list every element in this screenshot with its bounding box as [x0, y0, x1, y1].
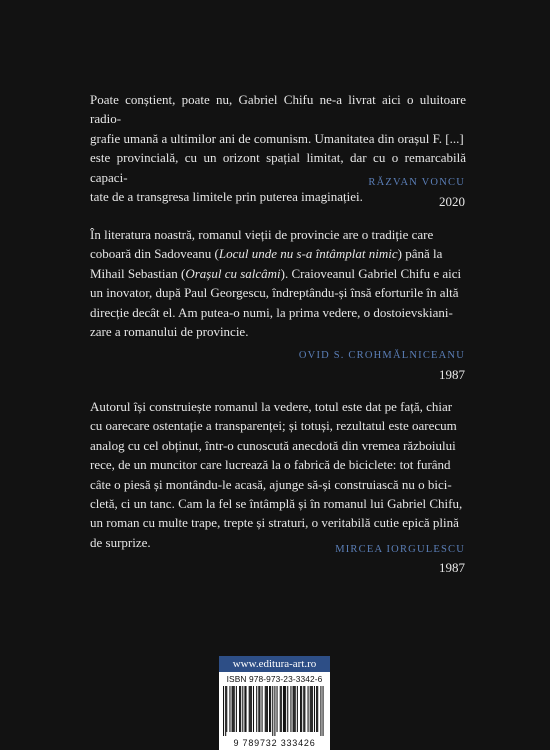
barcode-bar [265, 686, 266, 732]
barcode-bar [251, 686, 252, 732]
barcode-box [219, 656, 330, 750]
barcode-bar [242, 686, 243, 732]
barcode-bar [290, 686, 291, 732]
barcode-bar [240, 686, 241, 732]
barcode-bar [320, 686, 321, 736]
barcode-bar [311, 686, 312, 732]
book-title: Locul unde nu s-a întâmplat nimic [218, 246, 398, 262]
publisher-url[interactable]: www.editura-art.ro [219, 656, 330, 672]
author-year: 1987 [439, 367, 465, 382]
barcode-bar [253, 686, 254, 732]
blurb-vonco [90, 90, 466, 206]
barcode-bar [303, 686, 304, 732]
barcode-bar [285, 686, 286, 732]
isbn-text: ISBN 978-973-23-3342-6 [226, 674, 323, 684]
barcode-bar [312, 686, 313, 732]
barcode-bar [267, 686, 268, 732]
barcode-digits: 9 789732 333426 [233, 738, 316, 748]
blurb-line: Autorul își construiește romanul la vedere, totul este dat pe față, chiar [90, 399, 453, 414]
barcode-bar [293, 686, 294, 732]
barcode-bar [301, 686, 302, 732]
barcode-bar [287, 686, 288, 732]
blurb-line: cu oarecare ostentație a transparenței; și totuși, rezultatul este oarecum [90, 418, 457, 434]
blurb-line: direcție decât el. Am putea-o numi, la prima vedere, o dostoievskiani- [90, 304, 453, 320]
barcode-bar [280, 686, 281, 732]
author-name: OVID S. CROHMĂLNICEANU [298, 350, 465, 361]
barcode-bar [234, 686, 235, 732]
barcode-bar [281, 686, 282, 732]
author-year: 2020 [439, 194, 465, 209]
barcode-bar [310, 686, 311, 732]
blurb-line: tate de a transgresa limitele prin puterea imaginației. [90, 189, 363, 205]
barcode-bar [314, 686, 315, 732]
blurb-crohmalniceanu [90, 225, 466, 341]
barcode-bar [308, 686, 309, 732]
barcode-bar [284, 686, 285, 732]
text-run: Mihail Sebastian ( [90, 265, 186, 281]
barcode-bar [269, 686, 270, 732]
barcode-bar [277, 686, 278, 732]
blurb-line [90, 264, 466, 283]
barcode-bar [226, 686, 227, 732]
barcode-bar [239, 686, 240, 732]
text-run: coboară din Sadoveanu ( [90, 246, 219, 262]
barcode-bar [249, 686, 250, 732]
blurb-line: analog cu cel obținut, într-o cunoscută anecdotă din vremea războiului [90, 437, 456, 453]
blurb-line: zare a romanului de provincie. [90, 324, 249, 340]
blurb-line: rece, de un muncitor care lucrează la o fabrică de biciclete: tot furând [90, 457, 451, 473]
blurb-line: de surprize. [90, 534, 151, 550]
barcode-bar [272, 686, 273, 736]
blurb-line: În literatura noastră, romanul vieții de provincie are o tradiție care [90, 227, 434, 242]
barcode-bar [283, 686, 284, 732]
text-run: ) până la [397, 246, 443, 262]
author-name: MIRCEA IORGULESCU [335, 544, 465, 555]
barcode-bar [316, 686, 317, 732]
barcode-bar [232, 686, 233, 732]
barcode-bar [244, 686, 245, 732]
barcode-bar [304, 686, 305, 732]
barcode-icon [223, 686, 326, 736]
author-name: RĂZVAN VONCU [368, 177, 465, 188]
barcode-bar [256, 686, 257, 732]
barcode-bar [225, 686, 226, 736]
barcode-bar [295, 686, 296, 732]
barcode-bar [270, 686, 271, 732]
barcode-bar [300, 686, 301, 732]
blurb-line: grafie umană a ultimilor ani de comunism. Umanitatea din orașul F. [...] [90, 130, 464, 146]
barcode-bar [223, 686, 224, 736]
barcode-bar [294, 686, 295, 732]
blurb-line [90, 244, 466, 263]
blurb-line: un roman cu multe trape, trepte și straturi, o veritabilă cutie epică plină [90, 515, 459, 531]
blurb-line: este provincială, cu un orizont spațial limitat, dar cu o remarcabilă capaci- [90, 150, 466, 185]
barcode-bar [317, 686, 318, 732]
text-run: ). Craioveanul Gabriel Chifu e aici [280, 265, 462, 281]
author-year: 1987 [439, 560, 465, 575]
barcode-bar [229, 686, 230, 732]
barcode-bar [323, 686, 324, 736]
blurb-line: Poate conștient, poate nu, Gabriel Chifu ne-a livrat aici o uluitoare radio- [90, 92, 466, 127]
barcode-bar [274, 686, 275, 736]
barcode-bar [266, 686, 267, 732]
barcode-bar [258, 686, 259, 732]
book-title: Orașul cu salcâmi [185, 265, 281, 281]
barcode-bar [250, 686, 251, 732]
blurb-line: cletă, ci un tanc. Cam la fel se întâmplă și în romanul lui Gabriel Chifu, [90, 496, 463, 512]
blurb-iorgulescu [90, 397, 466, 552]
blurb-line: câte o piesă și montându-le acasă, ajunge să-și construiască nu o bici- [90, 476, 452, 492]
barcode-bar [245, 686, 246, 732]
barcode-bar [262, 686, 263, 732]
barcode-bar [236, 686, 237, 732]
barcode-bar [233, 686, 234, 732]
barcode-bar [259, 686, 260, 732]
barcode-bar [297, 686, 298, 732]
blurb-line: un inovator, după Paul Georgescu, îndreptându-și însă eforturile în altă [90, 285, 459, 301]
